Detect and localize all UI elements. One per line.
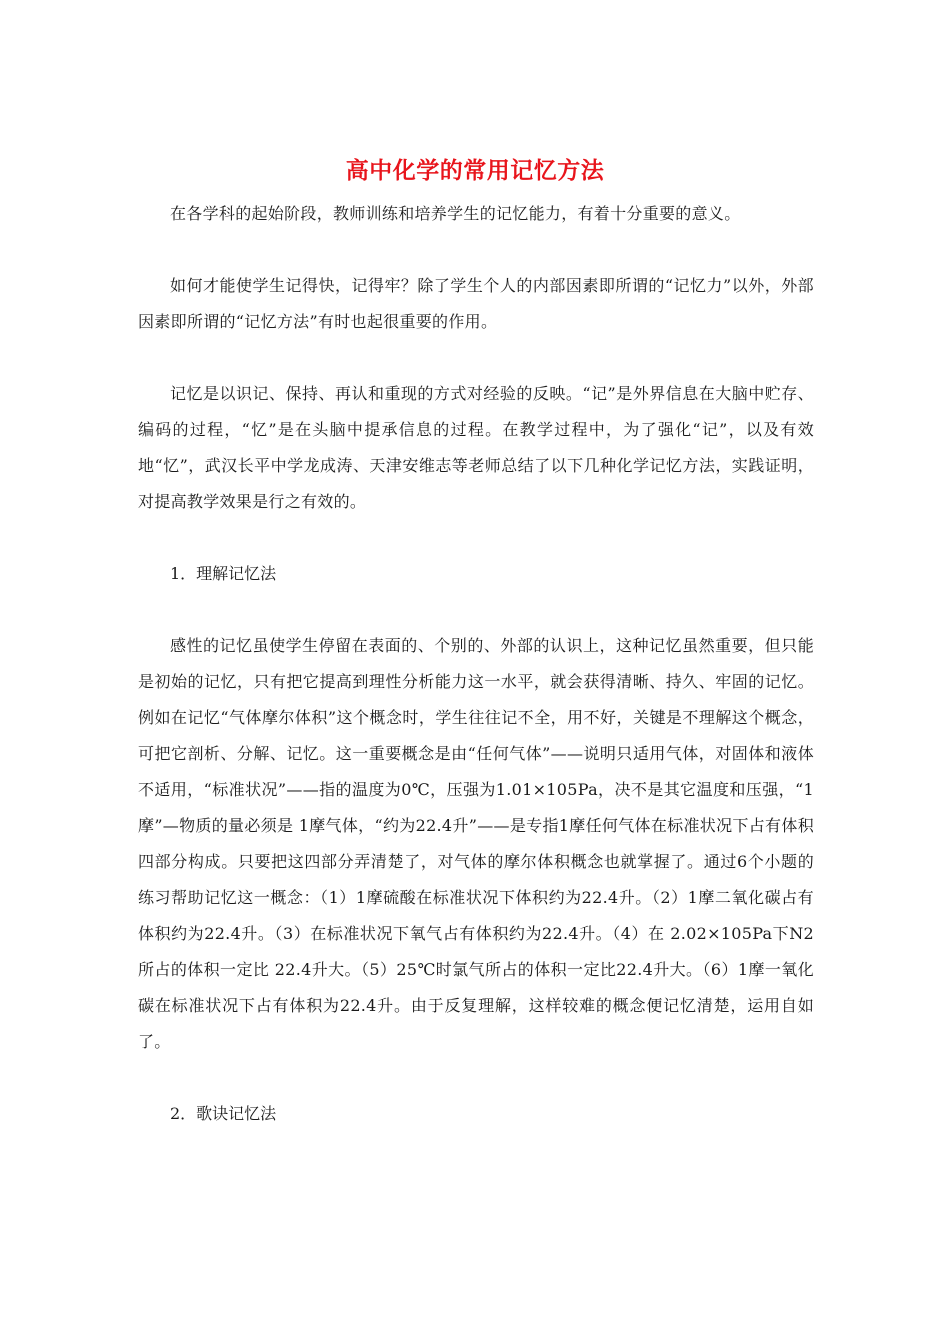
intro-paragraph-2: 如何才能使学生记得快，记得牢？除了学生个人的内部因素即所谓的“记忆力”以外，外部因素即所谓的“记忆方法”有时也起很重要的作用。 — [138, 276, 814, 331]
paragraph-spacer — [138, 232, 814, 268]
intro-paragraph-3: 记忆是以识记、保持、再认和重现的方式对经验的反映。“记”是外界信息在大脑中贮存、编码的过程，“忆”是在头脑中提承信息的过程。在教学过程中，为了强化“记”，以及有效地“忆”，武汉长平中学龙成涛、天津安维志等老师总结了以下几种化学记忆方法，实践证明，对提高教学效果是行之有效的。 — [138, 384, 814, 511]
paragraph-spacer — [138, 520, 814, 556]
paragraph-spacer — [138, 340, 814, 376]
paragraph-spacer — [138, 1060, 814, 1096]
section-heading-understanding: 1．理解记忆法 — [170, 564, 277, 583]
paragraph-spacer — [138, 592, 814, 628]
document-body — [138, 196, 814, 1132]
section-heading-mnemonic: 2．歌诀记忆法 — [170, 1104, 277, 1123]
document-title: 高中化学的常用记忆方法 — [345, 158, 605, 184]
section-body-understanding: 感性的记忆虽使学生停留在表面的、个别的、外部的认识上，这种记忆虽然重要，但只能是初始的记忆，只有把它提高到理性分析能力这一水平，就会获得清晰、持久、牢固的记忆。例如在记忆“气体摩尔体积”这个概念时，学生往往记不全，用不好，关键是不理解这个概念，可把它剖析、分解、记忆。这一重要概念是由“任何气体”——说明只适用气体，对固体和液体不适用，“标准状况”——指的温度为0℃，压强为1.01×105Pa，决不是其它温度和压强，“1摩”—物质的量必须是 1摩气体，“约为22.4升”——是专指1摩任何气体在标准状况下占有体积四部分构成。只要把这四部分弄清楚了，对气体的摩尔体积概念也就掌握了。通过6个小题的练习帮助记忆这一概念：（1）1摩硫酸在标准状况下体积约为22.4升。（2）1摩二氧化碳占有体积约为22.4升。（3）在标准状况下氧气占有体积约为22.4升。（4）在 2.02×105Pa下N2所占的体积一定比 22.4升大。（5）25℃时氯气所占的体积一定比22.4升大。（6）1摩一氧化碳在标准状况下占有体积为22.4升。由于反复理解，这样较难的概念便记忆清楚，运用自如了。 — [138, 636, 814, 1051]
intro-paragraph-1: 在各学科的起始阶段，教师训练和培养学生的记忆能力，有着十分重要的意义。 — [170, 204, 741, 223]
